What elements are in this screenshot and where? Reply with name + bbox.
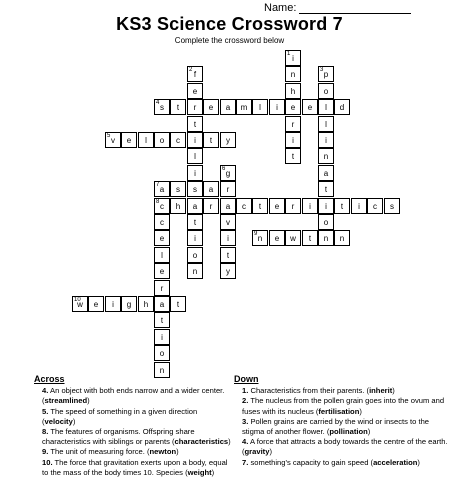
clue-number-label: 10. <box>42 457 53 467</box>
cell-letter: d <box>339 103 345 112</box>
grid-cell[interactable] <box>302 230 318 246</box>
clue-text: The unit of measuring force. <box>50 447 145 457</box>
grid-cell[interactable] <box>187 198 203 214</box>
grid-cell[interactable] <box>285 66 301 82</box>
cell-letter: i <box>325 136 327 145</box>
cell-letter: c <box>242 202 246 211</box>
clue-number-label: 2. <box>242 396 249 406</box>
grid-cell[interactable] <box>170 99 186 115</box>
grid-cell[interactable] <box>220 198 236 214</box>
grid-cell[interactable] <box>384 198 400 214</box>
grid-cell[interactable] <box>138 296 154 312</box>
grid-cell[interactable] <box>187 263 203 279</box>
grid-cell[interactable] <box>154 132 170 148</box>
cell-letter: n <box>290 70 296 79</box>
cell-letter: o <box>323 87 329 96</box>
cell-letter: i <box>276 103 278 112</box>
cell-letter: l <box>145 136 147 145</box>
cell-letter: v <box>111 136 115 145</box>
cell-letter: t <box>340 202 344 211</box>
grid-cell[interactable] <box>367 198 383 214</box>
cell-letter: l <box>161 251 163 260</box>
cell-letter: h <box>290 87 296 96</box>
cell-letter: t <box>226 251 230 260</box>
cell-letter: a <box>159 185 165 194</box>
grid-cell[interactable] <box>88 296 104 312</box>
grid-cell[interactable] <box>318 214 334 230</box>
cell-letter: i <box>161 333 163 342</box>
cell-letter: r <box>209 202 213 211</box>
grid-cell[interactable] <box>252 99 268 115</box>
grid-cell[interactable] <box>285 148 301 164</box>
cell-letter: s <box>193 185 197 194</box>
across-clue-list <box>34 386 232 478</box>
cell-letter: c <box>160 218 164 227</box>
clue-number: 9 <box>254 231 258 237</box>
cell-letter: o <box>192 251 198 260</box>
clue-number-label: 1. <box>242 386 249 396</box>
grid-cell[interactable] <box>187 66 203 82</box>
clue-number-label: 8. <box>42 427 49 437</box>
grid-cell[interactable] <box>187 83 203 99</box>
cell-letter: e <box>274 202 280 211</box>
grid-cell[interactable] <box>285 116 301 132</box>
cell-letter: i <box>358 202 360 211</box>
grid-cell[interactable] <box>252 198 268 214</box>
cell-letter: i <box>292 54 294 63</box>
grid-cell[interactable] <box>318 66 334 82</box>
down-clue: 1. Characteristics from their parents. (inherit) <box>242 386 395 396</box>
clue-text: Characteristics from their parents. <box>250 386 365 396</box>
down-heading: Down <box>234 374 259 384</box>
clue-number-label: 9. <box>42 447 49 457</box>
cell-letter: g <box>126 300 132 309</box>
cell-letter: n <box>159 366 165 375</box>
grid-cell[interactable] <box>154 280 170 296</box>
cell-letter: t <box>258 202 262 211</box>
clue-number: 10 <box>74 297 81 303</box>
grid-cell[interactable] <box>220 247 236 263</box>
clue-answer: acceleration <box>373 457 418 467</box>
across-clues <box>34 374 232 478</box>
cell-letter: n <box>192 267 198 276</box>
grid-cell[interactable] <box>203 198 219 214</box>
cell-letter: i <box>194 169 196 178</box>
grid-cell[interactable] <box>187 247 203 263</box>
cell-letter: n <box>339 234 345 243</box>
clue-number: 8 <box>156 199 160 205</box>
clue-answer: weight <box>187 467 212 477</box>
grid-cell[interactable] <box>220 99 236 115</box>
cell-letter: e <box>192 87 198 96</box>
cell-letter: i <box>292 136 294 145</box>
cell-letter: t <box>193 218 197 227</box>
cell-letter: t <box>291 152 295 161</box>
grid-cell[interactable] <box>252 230 268 246</box>
clue-answer: gravity <box>244 447 270 457</box>
grid-cell[interactable] <box>170 132 186 148</box>
grid-cell[interactable] <box>154 312 170 328</box>
cell-letter: e <box>159 234 165 243</box>
grid-cell[interactable] <box>154 345 170 361</box>
cell-letter: i <box>194 234 196 243</box>
cell-letter: r <box>226 185 230 194</box>
clue-answer: fertilisation <box>318 406 360 416</box>
grid-cell[interactable] <box>302 198 318 214</box>
grid-cell[interactable] <box>318 165 334 181</box>
clue-number: 5 <box>107 133 111 139</box>
grid-cell[interactable] <box>121 132 137 148</box>
cell-letter: a <box>192 202 198 211</box>
clue-answer: inherit <box>369 386 393 396</box>
grid-cell[interactable] <box>285 198 301 214</box>
clue-number: 6 <box>222 166 226 172</box>
grid-cell[interactable] <box>72 296 88 312</box>
grid-cell[interactable] <box>285 83 301 99</box>
cell-letter: v <box>226 218 230 227</box>
grid-cell[interactable] <box>318 132 334 148</box>
cell-letter: r <box>291 120 295 129</box>
grid-cell[interactable] <box>220 214 236 230</box>
across-clue: 5. The speed of something in a given direction (velocity) <box>42 406 198 426</box>
cell-letter: y <box>226 267 230 276</box>
down-clue: 3. Pollen grains are carried by the wind or insects to the stigma of another flower. (pollination) <box>242 416 430 437</box>
cell-letter: i <box>194 136 196 145</box>
cell-letter: t <box>193 120 197 129</box>
cell-letter: e <box>307 103 313 112</box>
grid-cell[interactable] <box>170 181 186 197</box>
clue-number-label: 4. <box>242 437 249 447</box>
across-clue: 4. An object with both ends narrow and a wider center. (streamlined) <box>42 386 225 406</box>
cell-letter: c <box>160 202 164 211</box>
cell-letter: n <box>323 152 329 161</box>
down-clue-list <box>234 386 448 468</box>
cell-letter: g <box>225 169 231 178</box>
clue-answer: characteristics <box>174 437 229 447</box>
grid-cell[interactable] <box>170 296 186 312</box>
cell-letter: i <box>325 202 327 211</box>
clue-answer: streamlined <box>44 396 88 406</box>
clue-answer: newton <box>149 447 177 457</box>
cell-letter: a <box>323 169 329 178</box>
clue-text: The force that gravitation exerts upon a body, equal to the mass of the body times 10. Species <box>42 457 228 477</box>
clue-number-label: 3. <box>242 416 249 426</box>
grid-cell[interactable] <box>203 99 219 115</box>
cell-letter: l <box>325 103 327 112</box>
cell-letter: l <box>259 103 261 112</box>
grid-cell[interactable] <box>220 230 236 246</box>
grid-cell[interactable] <box>318 148 334 164</box>
grid-cell[interactable] <box>154 214 170 230</box>
cell-letter: i <box>112 300 114 309</box>
cell-letter: r <box>160 284 164 293</box>
clue-text: something's capacity to gain speed <box>250 457 369 467</box>
grid-cell[interactable] <box>285 50 301 66</box>
cell-letter: e <box>290 103 296 112</box>
cell-letter: o <box>159 136 165 145</box>
cell-letter: l <box>194 152 196 161</box>
cell-letter: y <box>226 136 230 145</box>
cell-letter: e <box>159 267 165 276</box>
grid-cell[interactable] <box>334 99 350 115</box>
grid-cell[interactable] <box>334 198 350 214</box>
cell-letter: a <box>208 185 214 194</box>
cell-letter: p <box>323 70 329 79</box>
grid-cell[interactable] <box>105 296 121 312</box>
clue-number: 3 <box>320 67 324 73</box>
grid-cell[interactable] <box>318 181 334 197</box>
clue-text: An object with both ends narrow and a wider center. <box>50 386 225 396</box>
clue-text: The nucleus from the pollen grain goes into the ovum and fuses with its nucleus <box>242 396 445 416</box>
down-clues <box>234 374 448 468</box>
cell-letter: f <box>193 70 197 79</box>
clue-number: 1 <box>287 51 291 57</box>
clue-number: 7 <box>156 182 160 188</box>
cell-letter: m <box>240 103 248 112</box>
cell-letter: i <box>309 202 311 211</box>
grid-cell[interactable] <box>318 116 334 132</box>
grid-cell[interactable] <box>187 148 203 164</box>
grid-cell[interactable] <box>154 230 170 246</box>
clue-text: The speed of something in a given direction <box>50 406 198 416</box>
grid-cell[interactable] <box>187 230 203 246</box>
cell-letter: e <box>126 136 132 145</box>
cell-letter: t <box>308 234 312 243</box>
cell-letter: h <box>175 202 181 211</box>
grid-cell[interactable] <box>269 230 285 246</box>
grid-cell[interactable] <box>203 132 219 148</box>
grid-cell[interactable] <box>187 116 203 132</box>
cell-letter: n <box>323 234 329 243</box>
grid-cell[interactable] <box>269 198 285 214</box>
grid-cell[interactable] <box>285 132 301 148</box>
clue-number-label: 4. <box>42 386 49 396</box>
grid-cell[interactable] <box>187 214 203 230</box>
cell-letter: t <box>176 300 180 309</box>
grid-cell[interactable] <box>154 296 170 312</box>
clue-text: A force that attracts a body towards the centre of the earth. <box>250 437 448 447</box>
grid-cell[interactable] <box>138 132 154 148</box>
cell-letter: r <box>291 202 295 211</box>
grid-cell[interactable] <box>285 99 301 115</box>
clue-answer: velocity <box>44 416 73 426</box>
page-subtitle: Complete the crossword below <box>174 36 285 45</box>
cell-letter: e <box>208 103 214 112</box>
down-clue: 2. The nucleus from the pollen grain goes into the ovum and fuses with its nucleus (fertilisation) <box>242 396 445 416</box>
across-clue: 9. The unit of measuring force. (newton) <box>42 447 179 457</box>
grid-cell[interactable] <box>302 99 318 115</box>
across-clue: 10. The force that gravitation exerts upon a body, equal to the mass of the body times 10. Species (weight) <box>42 457 228 477</box>
cell-letter: s <box>390 202 394 211</box>
grid-cell[interactable] <box>220 181 236 197</box>
cell-letter: e <box>274 234 280 243</box>
grid-cell[interactable] <box>154 247 170 263</box>
grid-cell[interactable] <box>170 198 186 214</box>
cell-letter: a <box>225 103 231 112</box>
cell-letter: w <box>290 234 296 243</box>
grid-cell[interactable] <box>203 181 219 197</box>
cell-letter: t <box>209 136 213 145</box>
grid-cell[interactable] <box>187 165 203 181</box>
cell-letter: s <box>160 103 164 112</box>
grid-cell[interactable] <box>154 99 170 115</box>
cell-letter: a <box>159 300 165 309</box>
cell-letter: i <box>227 234 229 243</box>
clue-text: Pollen grains are carried by the wind or insects to the stigma of another flower. <box>242 416 430 437</box>
cell-letter: e <box>93 300 99 309</box>
grid-cell[interactable] <box>220 132 236 148</box>
grid-cell[interactable] <box>236 99 252 115</box>
across-clue: 8. The features of organisms. Offspring share characteristics with siblings or parents (characteristics) <box>42 427 231 447</box>
clue-number-label: 5. <box>42 406 49 416</box>
down-clue: 7. something's capacity to gain speed (acceleration) <box>242 457 420 467</box>
cell-letter: c <box>373 202 377 211</box>
grid-cell[interactable] <box>187 132 203 148</box>
grid-cell[interactable] <box>154 198 170 214</box>
cell-letter: h <box>143 300 149 309</box>
cell-letter: a <box>225 202 231 211</box>
cell-letter: c <box>176 136 180 145</box>
cell-letter: t <box>176 103 180 112</box>
grid-cell[interactable] <box>121 296 137 312</box>
cell-letter: n <box>257 234 263 243</box>
grid-cell[interactable] <box>154 329 170 345</box>
cell-letter: o <box>159 349 165 358</box>
grid-cell[interactable] <box>269 99 285 115</box>
cell-letter: r <box>193 103 197 112</box>
grid-cell[interactable] <box>236 198 252 214</box>
grid-cell[interactable] <box>334 230 350 246</box>
grid-cell[interactable] <box>318 230 334 246</box>
across-heading: Across <box>34 374 65 384</box>
grid-cell[interactable] <box>220 263 236 279</box>
name-label: Name: <box>264 2 297 14</box>
clue-number-label: 7. <box>242 457 249 467</box>
cell-letter: o <box>323 218 329 227</box>
cell-letter: l <box>325 120 327 129</box>
cell-letter: s <box>176 185 180 194</box>
cell-letter: t <box>160 316 164 325</box>
cell-letter: w <box>77 300 83 309</box>
grid-cell[interactable] <box>105 132 121 148</box>
grid-cell[interactable] <box>318 99 334 115</box>
grid-cell[interactable] <box>187 181 203 197</box>
grid-cell[interactable] <box>285 230 301 246</box>
grid-cell[interactable] <box>187 99 203 115</box>
clue-answer: pollination <box>329 427 368 437</box>
grid-cell[interactable] <box>154 181 170 197</box>
grid-cell[interactable] <box>351 198 367 214</box>
grid-cell[interactable] <box>220 165 236 181</box>
clue-number: 4 <box>156 100 160 106</box>
clue-number: 2 <box>189 67 193 73</box>
grid-cell[interactable] <box>154 263 170 279</box>
down-clue: 4. A force that attracts a body towards the centre of the earth. (gravity) <box>242 437 448 457</box>
clue-text: The features of organisms. Offspring share characteristics with siblings or parents <box>42 427 195 447</box>
cell-letter: t <box>324 185 328 194</box>
page-title: KS3 Science Crossword 7 <box>116 14 343 34</box>
grid-cell[interactable] <box>318 198 334 214</box>
grid-cell[interactable] <box>318 83 334 99</box>
